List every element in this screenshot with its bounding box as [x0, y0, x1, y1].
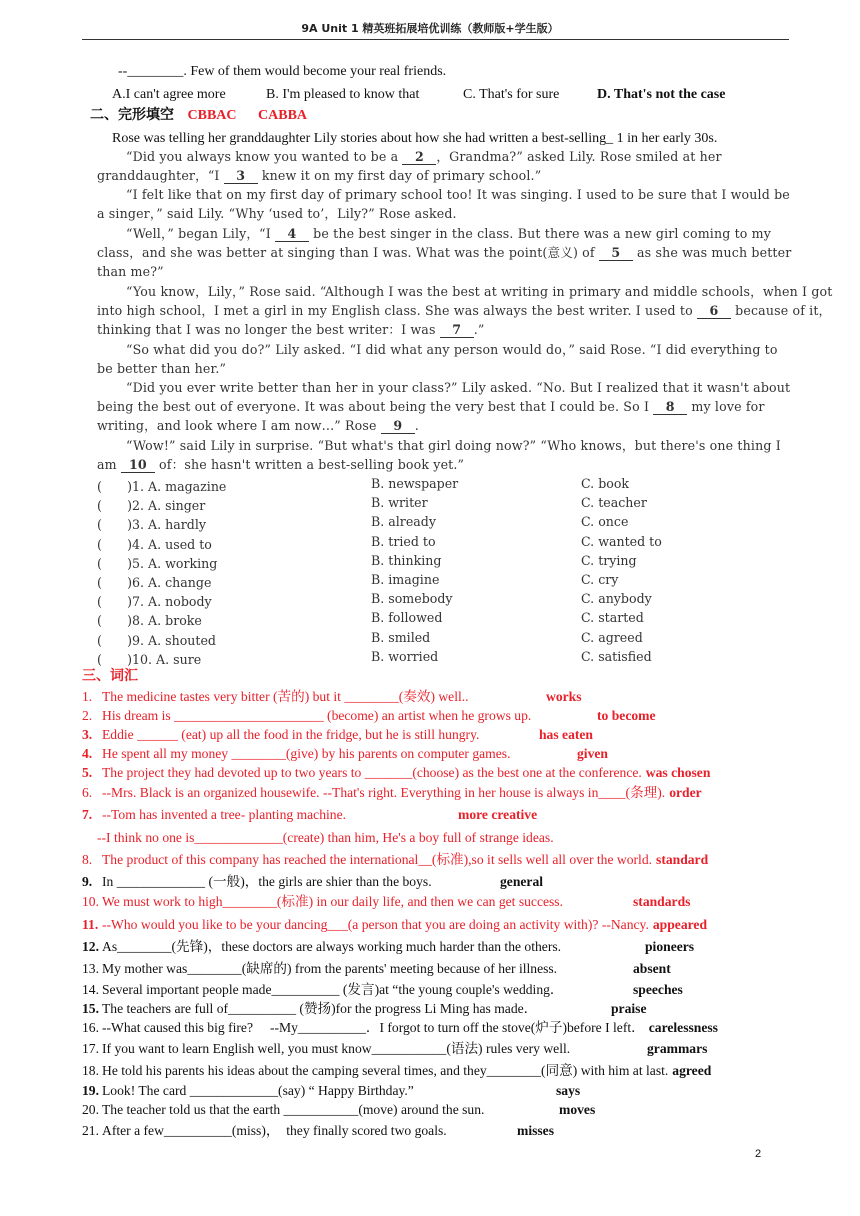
vocab-item: [82, 688, 792, 705]
option-a: A.I can't agree more: [112, 87, 226, 102]
vocab-text: --I think no one is_____________(create) than him, He's a boy full of strange ideas.: [97, 830, 554, 845]
vocab-text: He spent all my money ________(give) by his parents on computer games.: [102, 746, 511, 761]
passage-line: “Wow!” said Lily in surprise. “But what's that girl doing now?” “Who knows，but there's one thing I: [126, 438, 781, 453]
vocab-answer: grammars: [647, 1041, 708, 1056]
blank-7: 7: [440, 323, 474, 338]
passage-line: a singer，” said Lily. “Why ‘used to’，Lily?” Rose asked.: [97, 206, 457, 221]
passage-line: “Did you ever write better than her in your class?” Lily asked. “No. But I realized that it wasn't about: [126, 380, 791, 395]
vocab-number: 13.: [82, 961, 99, 976]
option-b-choice: B. thinking: [371, 553, 442, 568]
passage-text: as she was much better: [632, 245, 792, 260]
vocab-number: 11.: [82, 917, 99, 932]
vocab-number: 18.: [82, 1063, 99, 1078]
passage-text: am: [97, 457, 121, 472]
vocab-item: [82, 1000, 792, 1017]
passage-line: [97, 398, 765, 416]
vocab-number: 21.: [82, 1123, 99, 1138]
passage-line: “You know，Lily，” Rose said. “Although I was the best at writing in primary and middle schools，when I got: [126, 284, 833, 299]
passage-line: be better than her.”: [97, 361, 227, 376]
vocab-item: [82, 1062, 792, 1079]
vocab-item: [82, 707, 792, 724]
passage-line: [97, 167, 541, 185]
passage-text: “Well，” began Lily，“I: [126, 226, 275, 241]
passage-text: into high school，I met a girl in my English class. She was always the best writer. I used to: [97, 303, 697, 318]
page-number: 2: [755, 1148, 762, 1160]
passage-text: class，and she was better at singing than I was. What was the point(意义) of: [97, 245, 599, 260]
passage-line: [97, 321, 484, 339]
vocab-item: [82, 1122, 792, 1139]
vocab-text: As________(先锋)，these doctors are always working much harder than the others.: [102, 939, 562, 954]
option-q: ( )9. A. shouted: [97, 633, 216, 648]
question-stem: --________. Few of them would become your real friends.: [118, 64, 447, 79]
vocab-answer: standard: [656, 852, 709, 867]
vocab-number: 2.: [82, 708, 93, 723]
vocab-answer: appeared: [652, 917, 708, 932]
vocab-item: [82, 981, 792, 998]
option-c-choice: C. wanted to: [581, 534, 662, 549]
option-b-choice: B. newspaper: [371, 476, 459, 491]
vocab-number: 16.: [82, 1020, 99, 1035]
vocab-item: [97, 829, 807, 846]
passage-line: [126, 148, 722, 166]
option-b-choice: B. smiled: [371, 630, 431, 645]
vocab-text: --Tom has invented a tree- planting machine.: [102, 807, 347, 822]
option-b-choice: B. tried to: [371, 534, 436, 549]
vocab-item: [82, 1019, 792, 1036]
passage-text: my love for: [687, 399, 765, 414]
vocab-number: 14.: [82, 982, 99, 997]
passage-text: knew it on my first day of primary school.”: [257, 168, 542, 183]
vocab-item: [82, 938, 792, 955]
vocab-answer: to become: [597, 708, 656, 723]
vocab-answer: was chosen: [645, 765, 711, 780]
blank-5: 5: [599, 246, 633, 261]
vocab-answer: says: [556, 1083, 581, 1098]
vocab-text: My mother was________(缺席的) from the parents' meeting because of her illness.: [102, 961, 558, 976]
section2-title: 二、完形填空: [90, 108, 174, 123]
vocab-answer: moves: [559, 1102, 596, 1117]
option-b-choice: B. writer: [371, 495, 428, 510]
vocab-item: [82, 764, 792, 781]
vocab-number: 6.: [82, 785, 93, 800]
vocab-text: Several important people made__________ (发言)at “the young couple's wedding．: [102, 982, 564, 997]
option-c-choice: C. once: [581, 514, 629, 529]
passage-text: because of it，: [731, 303, 832, 318]
vocab-answer: agreed: [672, 1063, 712, 1078]
vocab-number: 5.: [82, 765, 93, 780]
option-b-choice: B. somebody: [371, 591, 453, 606]
passage-text: thinking that I was no longer the best writer：I was: [97, 322, 440, 337]
passage-line: [97, 417, 419, 435]
vocab-item: [82, 806, 792, 823]
passage-text: be the best singer in the class. But there was a new girl coming to my: [309, 226, 772, 241]
header-divider: [82, 39, 789, 40]
vocab-number: 1.: [82, 689, 93, 704]
vocab-answer: given: [577, 746, 608, 761]
vocab-item: [82, 893, 792, 910]
vocab-text: --Who would you like to be your dancing___(a person that you are doing an activity with)? --Nancy.: [102, 917, 649, 932]
vocab-number: 10.: [82, 894, 99, 909]
vocab-item: [82, 1082, 792, 1099]
passage-line: [97, 244, 791, 262]
vocab-item: [82, 1040, 792, 1057]
vocab-text: --What caused this big fire? --My__________．I forgot to turn off the stove(炉子)before I left．: [102, 1020, 645, 1035]
passage-text: being the best out of everyone. It was about being the very best that I could be. So I: [97, 399, 654, 414]
vocab-item: [82, 960, 792, 977]
vocab-item: [82, 851, 792, 868]
option-c-choice: C. agreed: [581, 630, 643, 645]
passage-line: “I felt like that on my first day of primary school too! It was singing. I used to be sure that I would be: [126, 187, 790, 202]
vocab-number: 8.: [82, 852, 93, 867]
passage-text: of：she hasn't written a best-selling book yet.”: [154, 457, 465, 472]
option-q: ( )7. A. nobody: [97, 594, 212, 609]
option-b: B. I'm pleased to know that: [266, 87, 420, 102]
vocab-text: Eddie ______ (eat) up all the food in the fridge, but he is still hungry.: [102, 727, 480, 742]
option-q: ( )5. A. working: [97, 556, 218, 571]
vocab-item: [82, 745, 792, 762]
vocab-answer: misses: [517, 1123, 555, 1138]
option-b-choice: B. already: [371, 514, 436, 529]
vocab-text: --Mrs. Black is an organized housewife. --That's right. Everything in her house is always in____(条理).: [102, 785, 666, 800]
option-c-choice: C. book: [581, 476, 630, 491]
vocab-text: The teacher told us that the earth ___________(move) around the sun.: [102, 1102, 485, 1117]
vocab-text: The teachers are full of__________ (赞扬)for the progress Li Ming has made．: [102, 1001, 538, 1016]
vocab-item: [82, 873, 792, 890]
vocab-text: After a few__________(miss)， they finally scored two goals.: [102, 1123, 447, 1138]
vocab-answer: praise: [611, 1001, 647, 1016]
option-q: ( )6. A. change: [97, 575, 212, 590]
section2-answers-1: CBBAC: [187, 108, 237, 123]
vocab-text: We must work to high________(标准) in our daily life, and then we can get success.: [102, 894, 563, 909]
blank-2: 2: [402, 150, 436, 165]
section3-title: 三、词汇: [82, 669, 138, 684]
option-c-choice: C. satisfied: [581, 649, 652, 664]
option-b-choice: B. worried: [371, 649, 439, 664]
option-b-choice: B. followed: [371, 610, 443, 625]
passage-line: than me?”: [97, 264, 164, 279]
vocab-number: 4.: [82, 746, 93, 761]
vocab-answer: speeches: [633, 982, 683, 997]
blank-9: 9: [381, 419, 415, 434]
option-b-choice: B. imagine: [371, 572, 440, 587]
blank-3: 3: [224, 169, 258, 184]
vocab-number: 17.: [82, 1041, 99, 1056]
vocab-number: 7.: [82, 807, 93, 822]
option-c-choice: C. cry: [581, 572, 619, 587]
passage-text: .: [414, 418, 419, 433]
vocab-number: 12.: [82, 939, 99, 954]
passage-text: .”: [473, 322, 485, 337]
option-c-choice: C. teacher: [581, 495, 647, 510]
vocab-text: If you want to learn English well, you must know___________(语法) rules very well.: [102, 1041, 571, 1056]
vocab-number: 15.: [82, 1001, 99, 1016]
vocab-item: [82, 1101, 792, 1118]
option-q: ( )1. A. magazine: [97, 479, 227, 494]
vocab-answer: general: [500, 874, 544, 889]
blank-10: 10: [121, 458, 155, 473]
passage-text: granddaughter，“I: [97, 168, 224, 183]
vocab-text: The product of this company has reached the international__(标准),so it sells well all over the world.: [102, 852, 653, 867]
vocab-text: In _____________ (一般)，the girls are shier than the boys.: [102, 874, 432, 889]
option-c-choice: C. started: [581, 610, 644, 625]
option-d: D. That's not the case: [597, 87, 726, 102]
vocab-item: [82, 916, 792, 933]
passage-line: [126, 225, 771, 243]
vocab-answer: order: [669, 785, 702, 800]
option-c: C. That's for sure: [463, 87, 560, 102]
passage-intro: Rose was telling her granddaughter Lily stories about how she had written a best-selling_ 1 in her early 30s.: [112, 131, 718, 146]
passage-text: writing，and look where I am now…” Rose: [97, 418, 381, 433]
vocab-answer: standards: [633, 894, 691, 909]
passage-line: “So what did you do?” Lily asked. “I did what any person would do，” said Rose. “I did everything to: [126, 342, 778, 357]
vocab-answer: absent: [633, 961, 671, 976]
section2-answers-2: CABBA: [258, 108, 308, 123]
blank-4: 4: [275, 227, 309, 242]
option-q: ( )10. A. sure: [97, 652, 202, 667]
section2-heading: [90, 107, 307, 125]
vocab-number: 3.: [82, 727, 93, 742]
option-c-choice: C. trying: [581, 553, 637, 568]
vocab-answer: works: [546, 689, 582, 704]
vocab-answer: carelessness: [648, 1020, 718, 1035]
passage-line: [97, 456, 464, 474]
vocab-item: [82, 784, 792, 801]
vocab-text: The medicine tastes very bitter (苦的) but it ________(奏效) well..: [102, 689, 469, 704]
blank-8: 8: [653, 400, 687, 415]
option-q: ( )8. A. broke: [97, 613, 202, 628]
vocab-text: The project they had devoted up to two years to _______(choose) as the best one at the conference.: [102, 765, 642, 780]
vocab-text: He told his parents his ideas about the camping several times, and they________(同意) with him at last.: [102, 1063, 669, 1078]
vocab-number: 9.: [82, 874, 93, 889]
option-q: ( )4. A. used to: [97, 537, 212, 552]
vocab-answer: has eaten: [539, 727, 593, 742]
passage-line: [97, 302, 831, 320]
vocab-text: His dream is ______________________ (become) an artist when he grows up.: [102, 708, 532, 723]
vocab-number: 20.: [82, 1102, 99, 1117]
option-c-choice: C. anybody: [581, 591, 652, 606]
passage-text: “Did you always know you wanted to be a: [126, 149, 403, 164]
vocab-item: [82, 726, 792, 743]
option-q: ( )2. A. singer: [97, 498, 206, 513]
vocab-text: Look! The card _____________(say) “ Happy Birthday.”: [102, 1083, 414, 1098]
vocab-answer: pioneers: [645, 939, 695, 954]
page-header: 9A Unit 1 精英班拓展培优训练（教师版+学生版）: [301, 22, 559, 35]
vocab-number: 19.: [82, 1083, 99, 1098]
vocab-answer: more creative: [458, 807, 538, 822]
option-q: ( )3. A. hardly: [97, 517, 206, 532]
blank-6: 6: [697, 304, 731, 319]
passage-text: ，Grandma?” asked Lily. Rose smiled at her: [436, 149, 722, 164]
